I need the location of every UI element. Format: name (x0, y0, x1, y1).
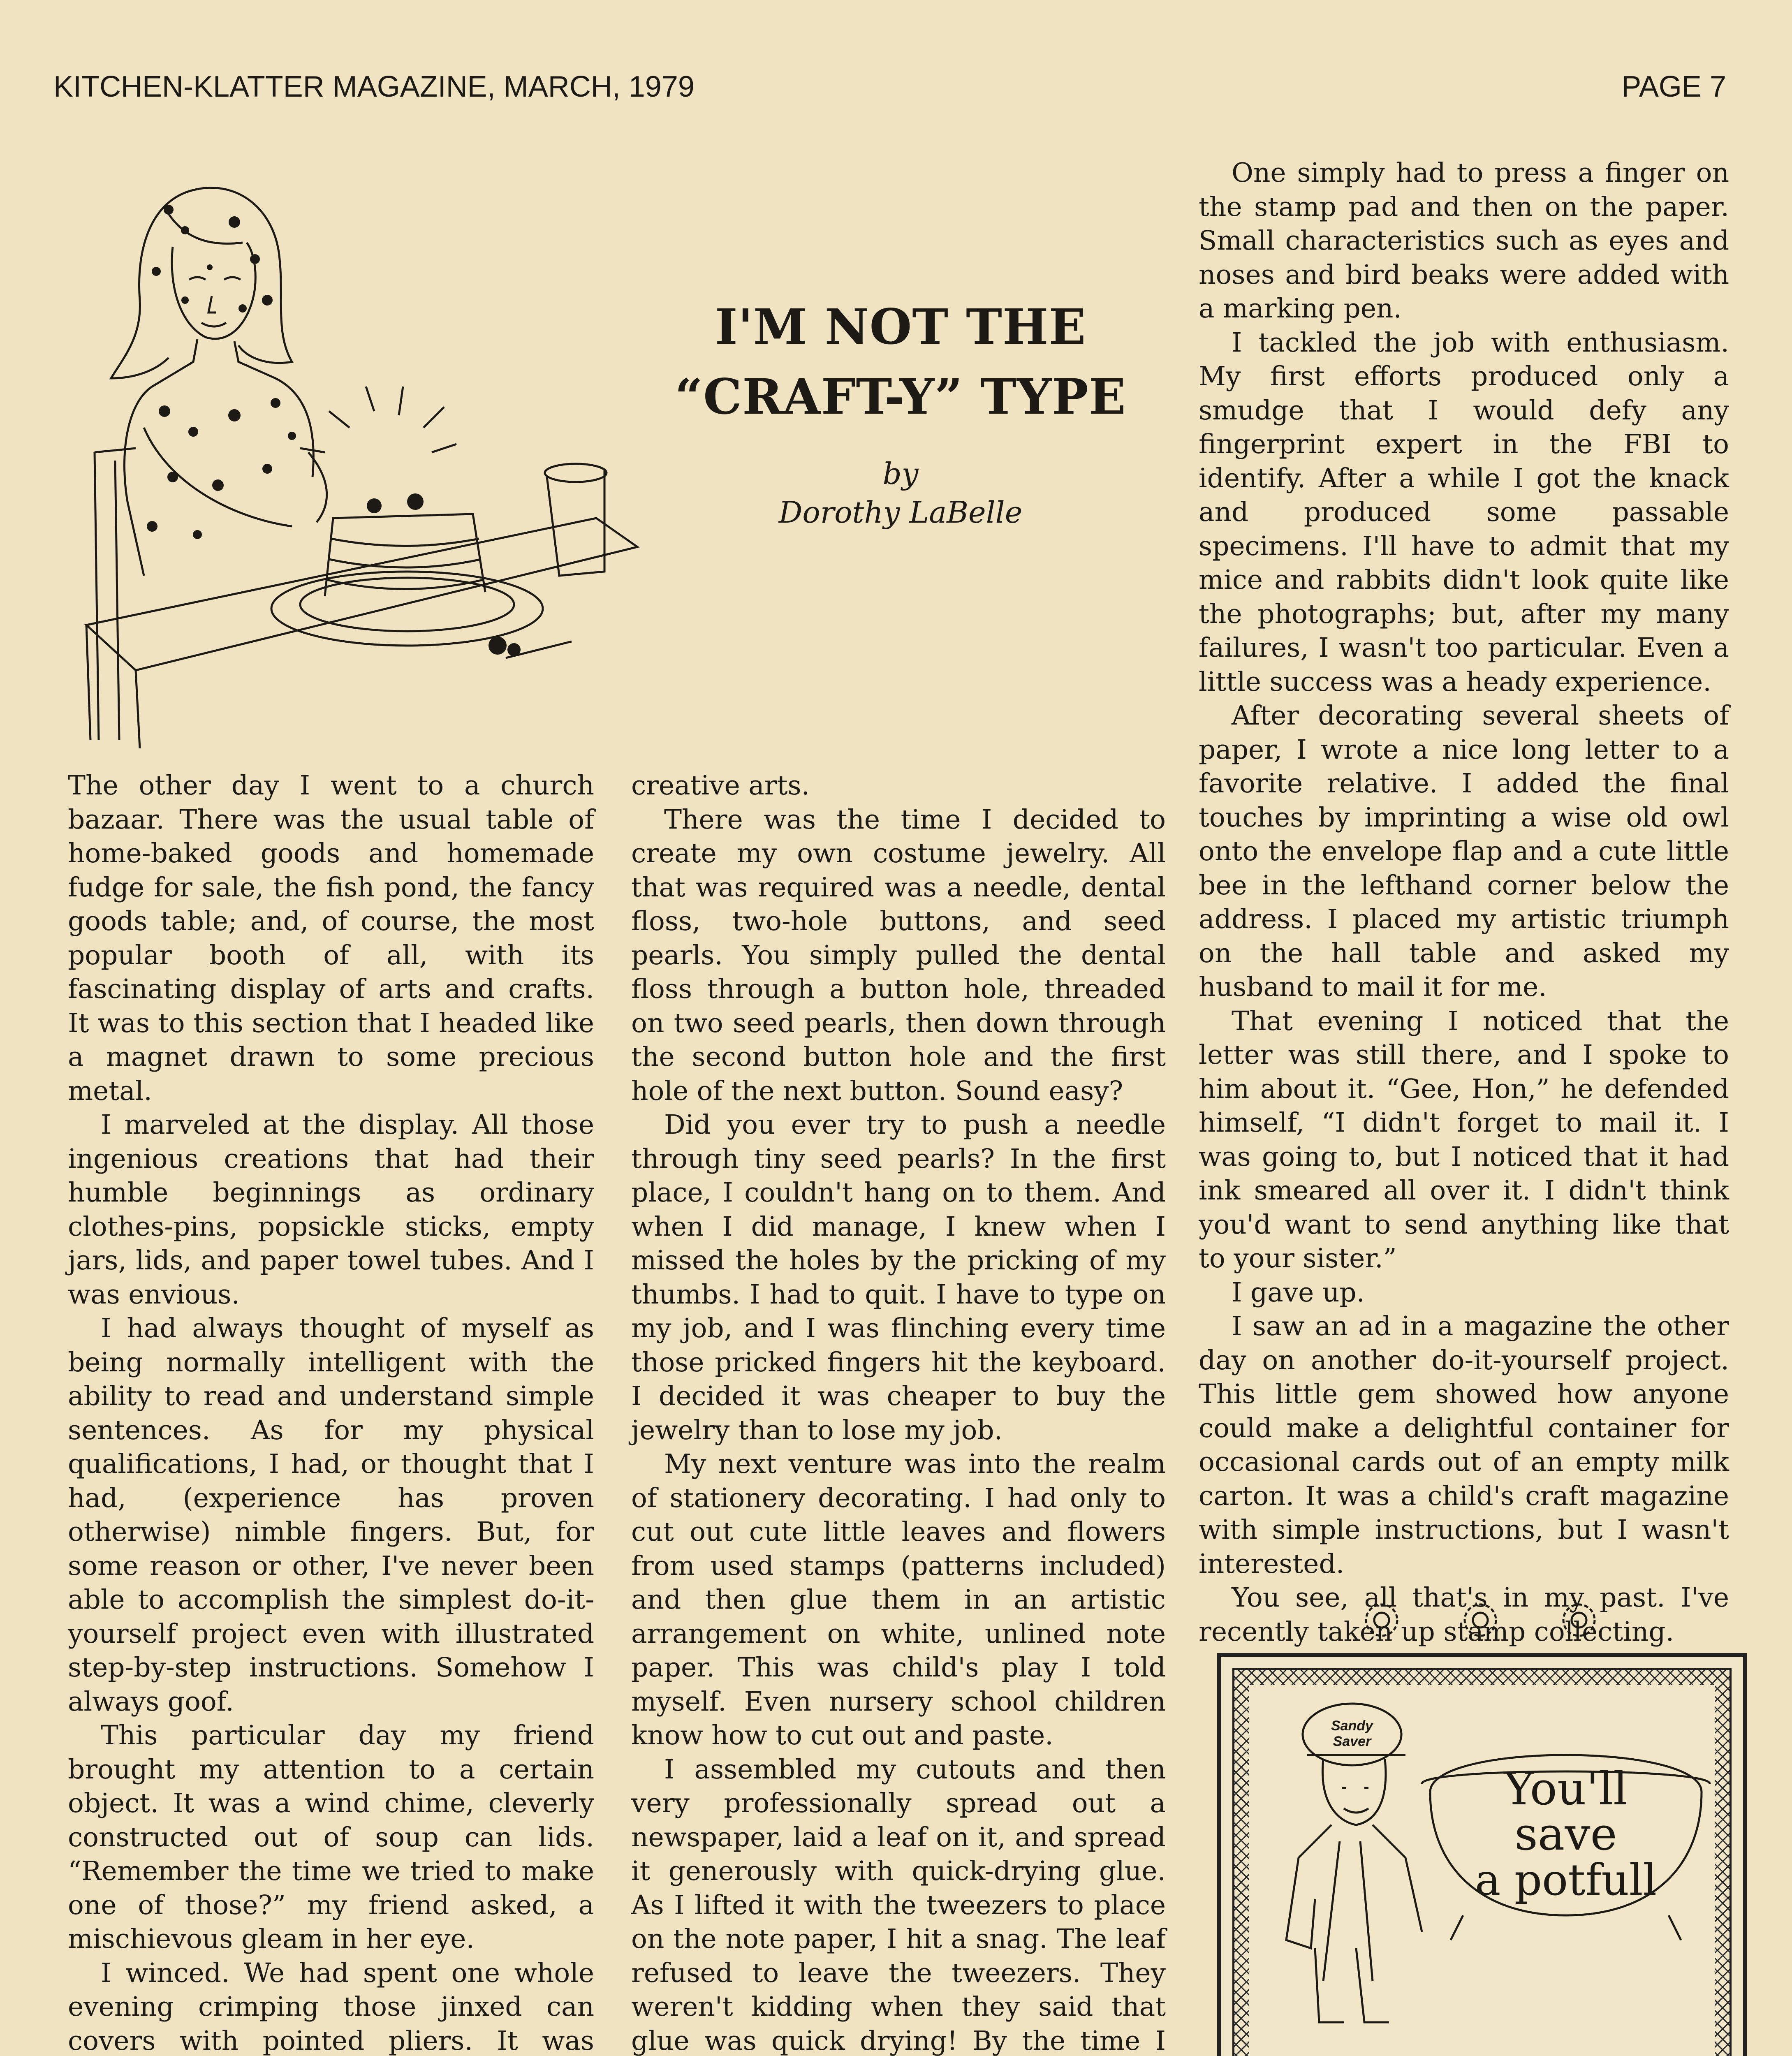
pot-line-3: a potfull (1475, 1855, 1657, 1905)
paragraph: There was the time I decided to create my own costume jewelry. All that was required was a needle, dental floss, two-hole buttons, and seed pearls. You simply pulled the dental floss through a button hole, threaded on two seed pearls, then down through the second button hole and the first hole of the next button. Sound easy? (631, 804, 1166, 1107)
paragraph: I had always thought of myself as being normally intelligent with the ability to read and understand simple sentences. As for my physical qualifications, I had, or thought that I had, (experience has proven otherwise) nimble fingers. But, for some reason or other, I've never been able to accomplish the simplest do-it-yourself project even with illustrated step-by-step instructions. Somehow I always goof. (68, 1313, 594, 1717)
paragraph: I gave up. (1232, 1277, 1365, 1308)
paragraph: I winced. We had spent one whole evening crimping those jinxed can covers with pointed pliers. It was (68, 1957, 594, 2056)
paragraph: I marveled at the display. All those ingenious creations that had their humble beginnings as ordinary clothes-pins, popsickle sticks, empty jars, lids, and paper towel tubes. And I was envious. (68, 1109, 594, 1310)
article-column-2 (631, 769, 1166, 2056)
page-header (53, 70, 1726, 119)
pot-line-2: save (1514, 1808, 1617, 1860)
cookbook-advertisement (1217, 1653, 1747, 2056)
paragraph: The other day I went to a church bazaar. There was the usual table of home-baked goods and homemade fudge for sale, the fish pond, the fancy goods table; and, of course, the most popular booth of all, with its fascinating display of arts and crafts. It was to this section that I headed like a magnet drawn to some precious metal. (68, 770, 594, 1107)
paragraph: I tackled the job with enthusiasm. My first efforts produced only a smudge that I would defy any fingerprint expert in the FBI to identify. After a while I got the knack and produced some passable specimens. I'll have to admit that my mice and rabbits didn't look quite like the photographs; but, after my many failures, I wasn't too particular. Even a little success was a heady experience. (1199, 327, 1729, 697)
article-column-1 (68, 769, 594, 2056)
flower-ornament (1357, 1595, 1604, 1645)
paragraph: This particular day my friend brought my attention to a certain object. It was a wind chime, cleverly constructed out of soup can lids. “Remember the time we tried to make one of those?” my friend asked, a mischievous gleam in her eye. (68, 1720, 594, 1954)
article-title-line-1: I'M NOT THE (715, 298, 1086, 355)
sandy-saver-illustration (1249, 1685, 1718, 2055)
ad-hatched-border (1232, 1668, 1732, 2056)
byline-prefix: by (882, 456, 919, 491)
article-title-line-2: “CRAFT-Y” TYPE (675, 368, 1126, 425)
paragraph: That evening I noticed that the letter was still there, and I spoke to him about it. “Gee, Hon,” he defended himself, “I didn't forget to mail it. I was going to, but I noticed that it had ink smeared all over it. I didn't think you'd want to send anything like that to your sister.” (1199, 1005, 1729, 1274)
woman-at-table-illustration (62, 164, 646, 757)
paragraph: You see, all that's in my past. I've recently taken up stamp collecting. (1199, 1582, 1729, 1647)
paragraph: One simply had to press a finger on the stamp pad and then on the paper. Small characteristics such as eyes and noses and bird beaks were added with a marking pen. (1199, 157, 1729, 324)
paragraph: I assembled my cutouts and then very professionally spread out a newspaper, laid a leaf on it, and spread it generously with quick-drying glue. As I lifted it with the tweezers to place on the note paper, I hit a snag. The leaf refused to leave the tweezers. They weren't kidding when they said that glue was quick drying! By the time I (631, 1754, 1166, 2056)
page-number: PAGE 7 (1621, 70, 1726, 103)
paragraph: I saw an ad in a magazine the other day on another do-it-yourself project. This little gem showed how anyone could make a delightful container for occasional cards out of an empty milk carton. It was a child's craft magazine with simple instructions, but I wasn't interested. (1199, 1311, 1729, 1579)
article-column-3 (1199, 156, 1729, 1649)
paragraph: creative arts. (631, 770, 810, 801)
author-name: Dorothy LaBelle (778, 495, 1023, 530)
pot-line-1: You'll (1504, 1762, 1628, 1815)
paragraph: My next venture was into the realm of stationery decorating. I had only to cut out cute little leaves and flowers from used stamps (patterns included) and then glue them in an artistic arrangement on white, unlined note paper. This was child's play I told myself. Even nursery school children know how to cut out and paste. (631, 1449, 1166, 1751)
paragraph: Did you ever try to push a needle through tiny seed pearls? In the first place, I couldn't hang on to them. And when I did manage, I knew when I missed the holes by the pricking of my thumbs. I had to quit. I have to type on my job, and I was flinching every time those pricked fingers hit the keyboard. I decided it was cheaper to buy the jewelry than to lose my job. (631, 1109, 1166, 1446)
article-title-block (646, 292, 1155, 530)
hat-line-1: Sandy (1331, 1718, 1373, 1734)
hat-line-2: Saver (1333, 1734, 1371, 1749)
paragraph: After decorating several sheets of paper, I wrote a nice long letter to a favorite relative. I added the final touches by imprinting a wise old owl onto the envelope flap and a cute little bee in the lefthand corner below the address. I placed my artistic triumph on the hall table and asked my husband to mail it for me. (1199, 700, 1729, 1003)
ad-panel (1249, 1685, 1715, 2056)
masthead: KITCHEN-KLATTER MAGAZINE, MARCH, 1979 (53, 70, 695, 103)
